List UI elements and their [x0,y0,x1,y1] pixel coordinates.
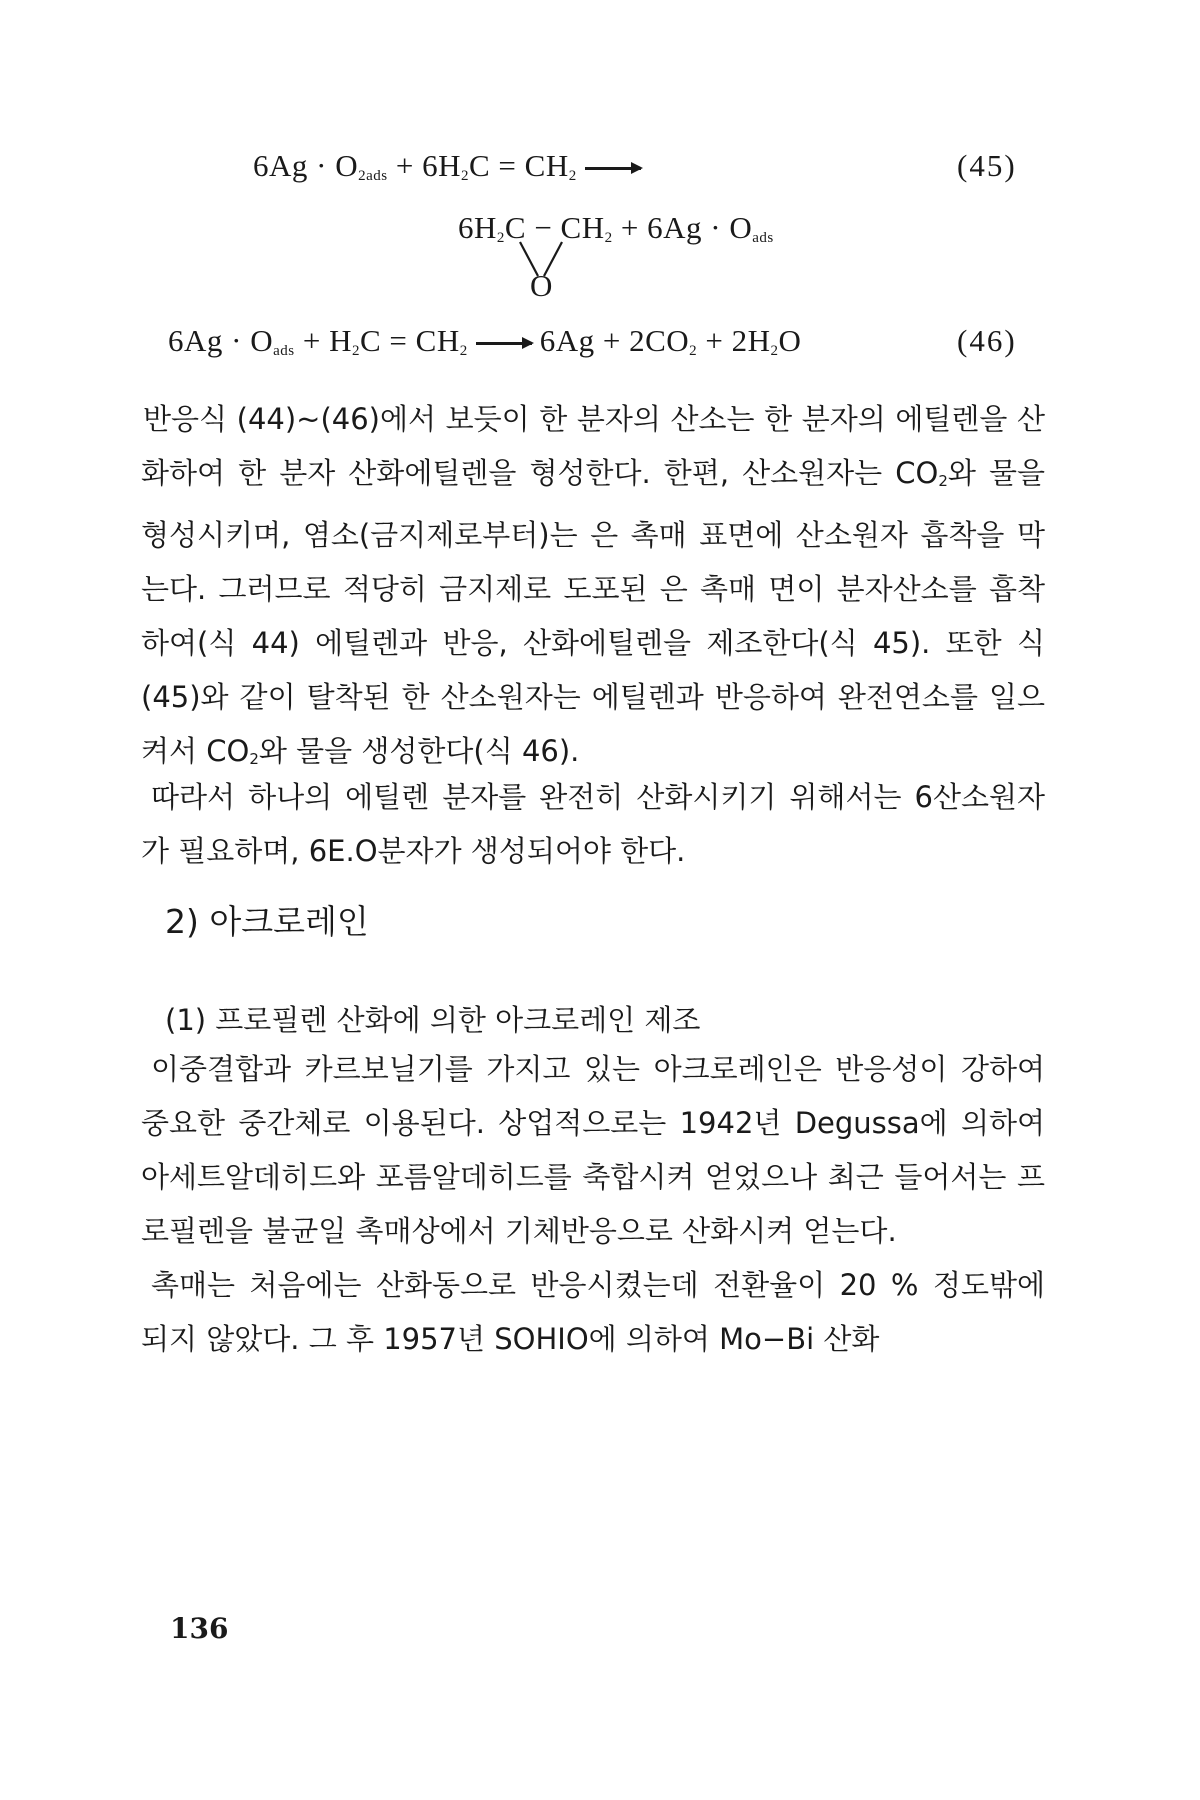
epoxide-oxygen-atom: O [530,268,553,303]
page-number: 136 [170,1612,229,1645]
equation-number-45: (45) [957,148,1017,183]
equation-46: $6Ag \cdot O_{ads} + H_2C = CH_2$ $6Ag + 2CO_2 + 2H_2O$ [168,323,802,359]
subsection-heading: (1) 프로필렌 산화에 의한 아크로레인 제조 [165,1003,701,1037]
equation-number-46: (46) [957,323,1017,358]
paragraph-acrolein-intro: 이중결합과 카르보닐기를 가지고 있는 아크로레인은 반응성이 강하여 중요한 중간체로 이용된다. 상업적으로는 1942년 Degussa에 의하여 아세트알데히드와 포름알데히드를 축합시켜 얻었으나 최근 들어서는 프로필렌을 불균일 촉매상에서 기체반응으로 산화시켜 얻는다. [141,1052,1045,1248]
equation-45-line2: $6H_2C - CH_2 + 6Ag \cdot O_{ads}$ [458,210,774,246]
paragraph-catalyst-history: 촉매는 처음에는 산화동으로 반응시켰는데 전환율이 20 % 정도밖에 되지 않았다. 그 후 1957년 SOHIO에 의하여 Mo−Bi 산화 [141,1268,1045,1356]
equation-45-line1: $6Ag \cdot O_{2ads} + 6H_2C = CH_2$ [253,148,649,185]
section-heading: 2) 아크로레인 [165,902,369,941]
reaction-arrow-icon [585,167,641,170]
paragraph-ethylene-oxide-mechanism: 반응식 (44)~(46)에서 보듯이 한 분자의 산소는 한 분자의 에틸렌을 산화하여 한 분자 산화에틸렌을 형성한다. 한편, 산소원자는 $CO_2$와 물을 형성시키며, 염소(금지제로부터)는 은 촉매 표면에 산소원자 흡착을 막는다. 그러므로 적당히 금지제로 도포된 은 촉매 면이 분자산소를 흡착하여(식 44) 에틸렌과 반응, 산화에틸렌을 제조한다(식 45). 또한 식 (45)와 같이 탈착된 한 산소원자는 에틸렌과 반응하여 완전연소를 일으켜서 $CO_2$와 물을 생성한다(식 46). [141,402,1045,768]
reaction-arrow-icon [476,342,532,345]
paragraph-oxygen-requirement: 따라서 하나의 에틸렌 분자를 완전히 산화시키기 위해서는 6산소원자가 필요하며, 6E.O분자가 생성되어야 한다. [141,780,1045,868]
